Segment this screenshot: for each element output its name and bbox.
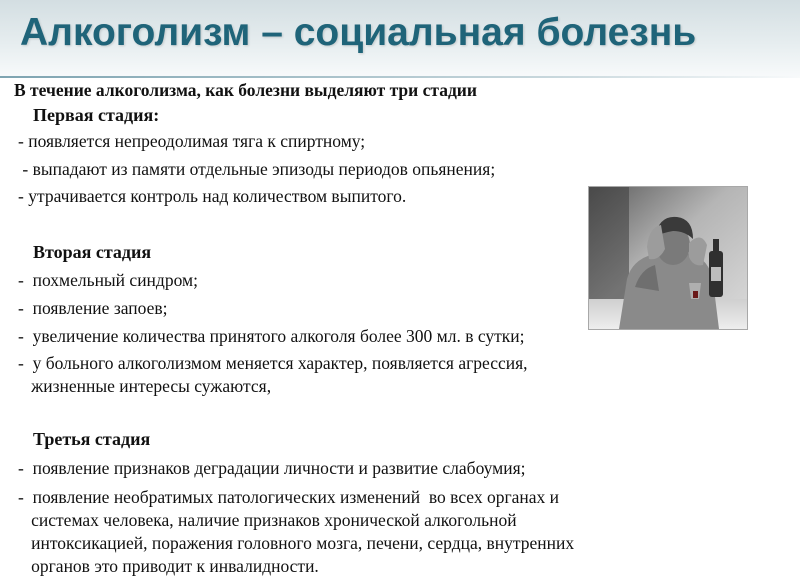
person-with-bottle-photo bbox=[588, 186, 748, 330]
stage-2-item-3: - увеличение количества принятого алкоголя более 300 мл. в сутки; bbox=[18, 326, 525, 346]
photo-illustration bbox=[589, 187, 747, 329]
stage-2-heading: Вторая стадия bbox=[33, 242, 152, 262]
stage-3-item-2: - появление необратимых патологических изменений во всех органах и bbox=[18, 487, 560, 507]
stage-1-item-2: - выпадают из памяти отдельные эпизоды периодов опьянения; bbox=[18, 159, 496, 179]
stage-3-item-1: - появление признаков деградации личности и развитие слабоумия; bbox=[18, 458, 526, 478]
stage-3-heading: Третья стадия bbox=[33, 429, 151, 449]
stage-1-item-3: - утрачивается контроль над количеством выпитого. bbox=[18, 186, 407, 206]
stage-3-item-2-cont-2: интоксикацией, поражения головного мозга, печени, сердца, внутренних bbox=[18, 533, 575, 553]
stage-3-item-2-cont-3: органов это приводит к инвалидности. bbox=[18, 556, 319, 576]
stage-2-item-1: - похмельный синдром; bbox=[18, 270, 198, 290]
stage-2-item-2: - появление запоев; bbox=[18, 298, 168, 318]
stage-2-item-4: - у больного алкоголизмом меняется характер, появляется агрессия, bbox=[18, 353, 528, 373]
stage-3-item-2-cont-1: системах человека, наличие признаков хронической алкогольной bbox=[18, 510, 517, 530]
stage-1-heading: Первая стадия: bbox=[33, 105, 160, 125]
stage-2-item-4-cont: жизненные интересы сужаются, bbox=[18, 376, 272, 396]
intro-text: В течение алкоголизма, как болезни выделяют три стадии bbox=[14, 80, 477, 100]
slide-title: Алкоголизм – социальная болезнь bbox=[20, 11, 697, 54]
stage-1-item-1: - появляется непреодолимая тяга к спиртному; bbox=[18, 131, 366, 151]
